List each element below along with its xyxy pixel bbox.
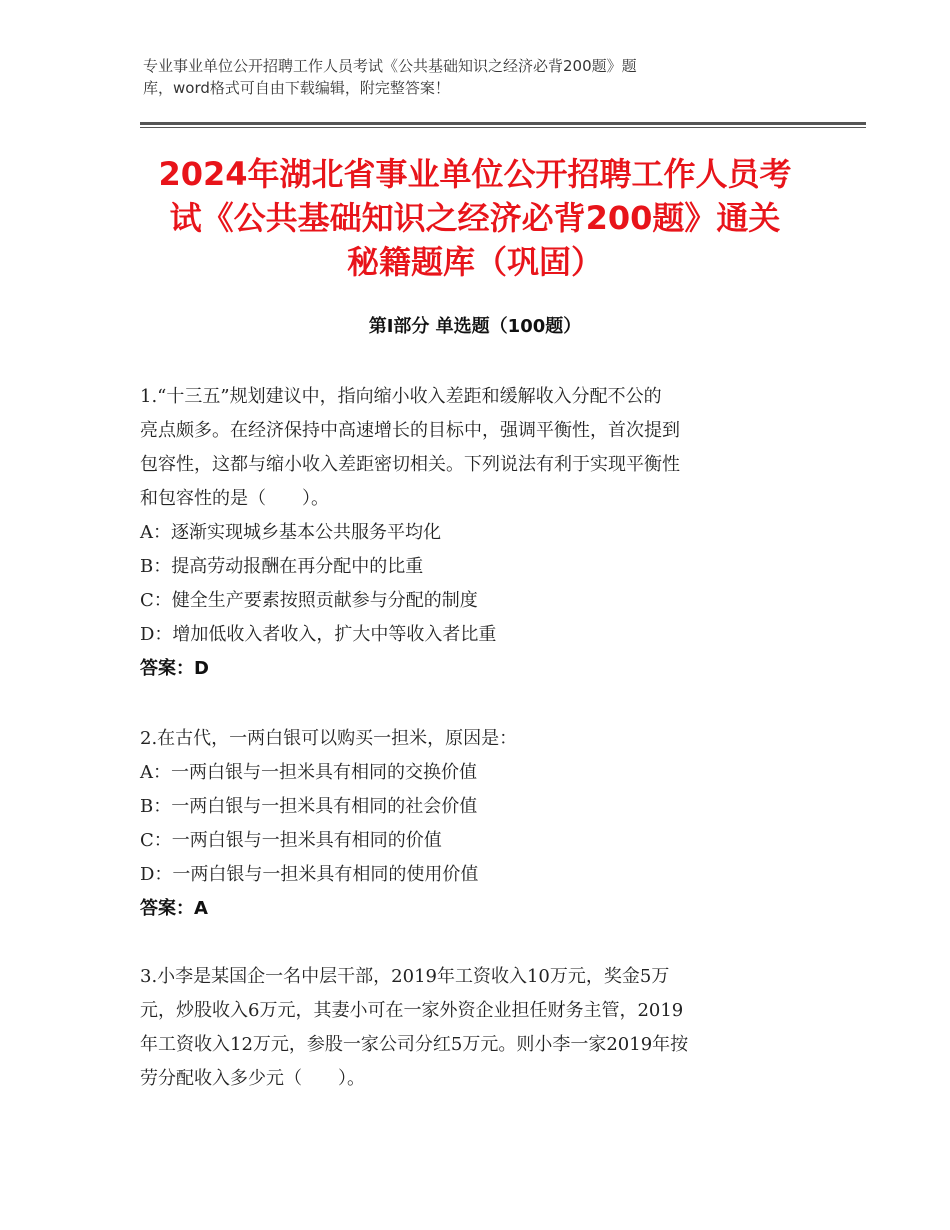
question-stem-line: 3.小李是某国企一名中层干部，2019年工资收入10万元，奖金5万	[140, 966, 670, 987]
option-b: B：提高劳动报酬在再分配中的比重	[140, 556, 424, 577]
option-c: C：健全生产要素按照贡献参与分配的制度	[140, 590, 478, 611]
question-stem-line: 和包容性的是（ ）。	[140, 488, 329, 509]
header-divider-thin	[140, 127, 866, 128]
question-stem-line: 2.在古代，一两白银可以购买一担米，原因是：	[140, 728, 518, 749]
question-1	[140, 380, 820, 686]
section-heading: 第Ⅰ部分 单选题（100题）	[368, 316, 582, 337]
header-note	[143, 55, 783, 99]
header-note-line-1: 专业事业单位公开招聘工作人员考试《公共基础知识之经济必背200题》题	[143, 57, 637, 75]
question-stem-line: 包容性，这都与缩小收入差距密切相关。下列说法有利于实现平衡性	[140, 454, 680, 475]
question-stem-line: 年工资收入12万元，参股一家公司分红5万元。则小李一家2019年按	[140, 1034, 689, 1055]
option-d: D：增加低收入者收入，扩大中等收入者比重	[140, 624, 497, 645]
question-2	[140, 722, 820, 926]
title-line-1: 2024年湖北省事业单位公开招聘工作人员考	[158, 155, 792, 193]
option-a: A：一两白银与一担米具有相同的交换价值	[140, 762, 477, 783]
option-a: A：逐渐实现城乡基本公共服务平均化	[140, 522, 441, 543]
option-c: C：一两白银与一担米具有相同的价值	[140, 830, 442, 851]
option-d: D：一两白银与一担米具有相同的使用价值	[140, 864, 479, 885]
question-3	[140, 960, 820, 1096]
question-stem-line: 劳分配收入多少元（ ）。	[140, 1068, 365, 1089]
document-title	[140, 152, 810, 284]
title-line-2: 试《公共基础知识之经济必背200题》通关	[169, 199, 781, 237]
question-stem-line: 1.“十三五”规划建议中，指向缩小收入差距和缓解收入分配不公的	[140, 386, 662, 407]
header-note-line-2: 库，word格式可自由下载编辑，附完整答案！	[143, 79, 450, 97]
question-stem-line: 元，炒股收入6万元，其妻小可在一家外资企业担任财务主管，2019	[140, 1000, 684, 1021]
header-divider-thick	[140, 122, 866, 125]
question-stem-line: 亮点颇多。在经济保持中高速增长的目标中，强调平衡性，首次提到	[140, 420, 680, 441]
answer: 答案：D	[140, 658, 209, 679]
option-b: B：一两白银与一担米具有相同的社会价值	[140, 796, 478, 817]
answer: 答案：A	[140, 898, 208, 919]
title-line-3: 秘籍题库（巩固）	[346, 243, 603, 281]
